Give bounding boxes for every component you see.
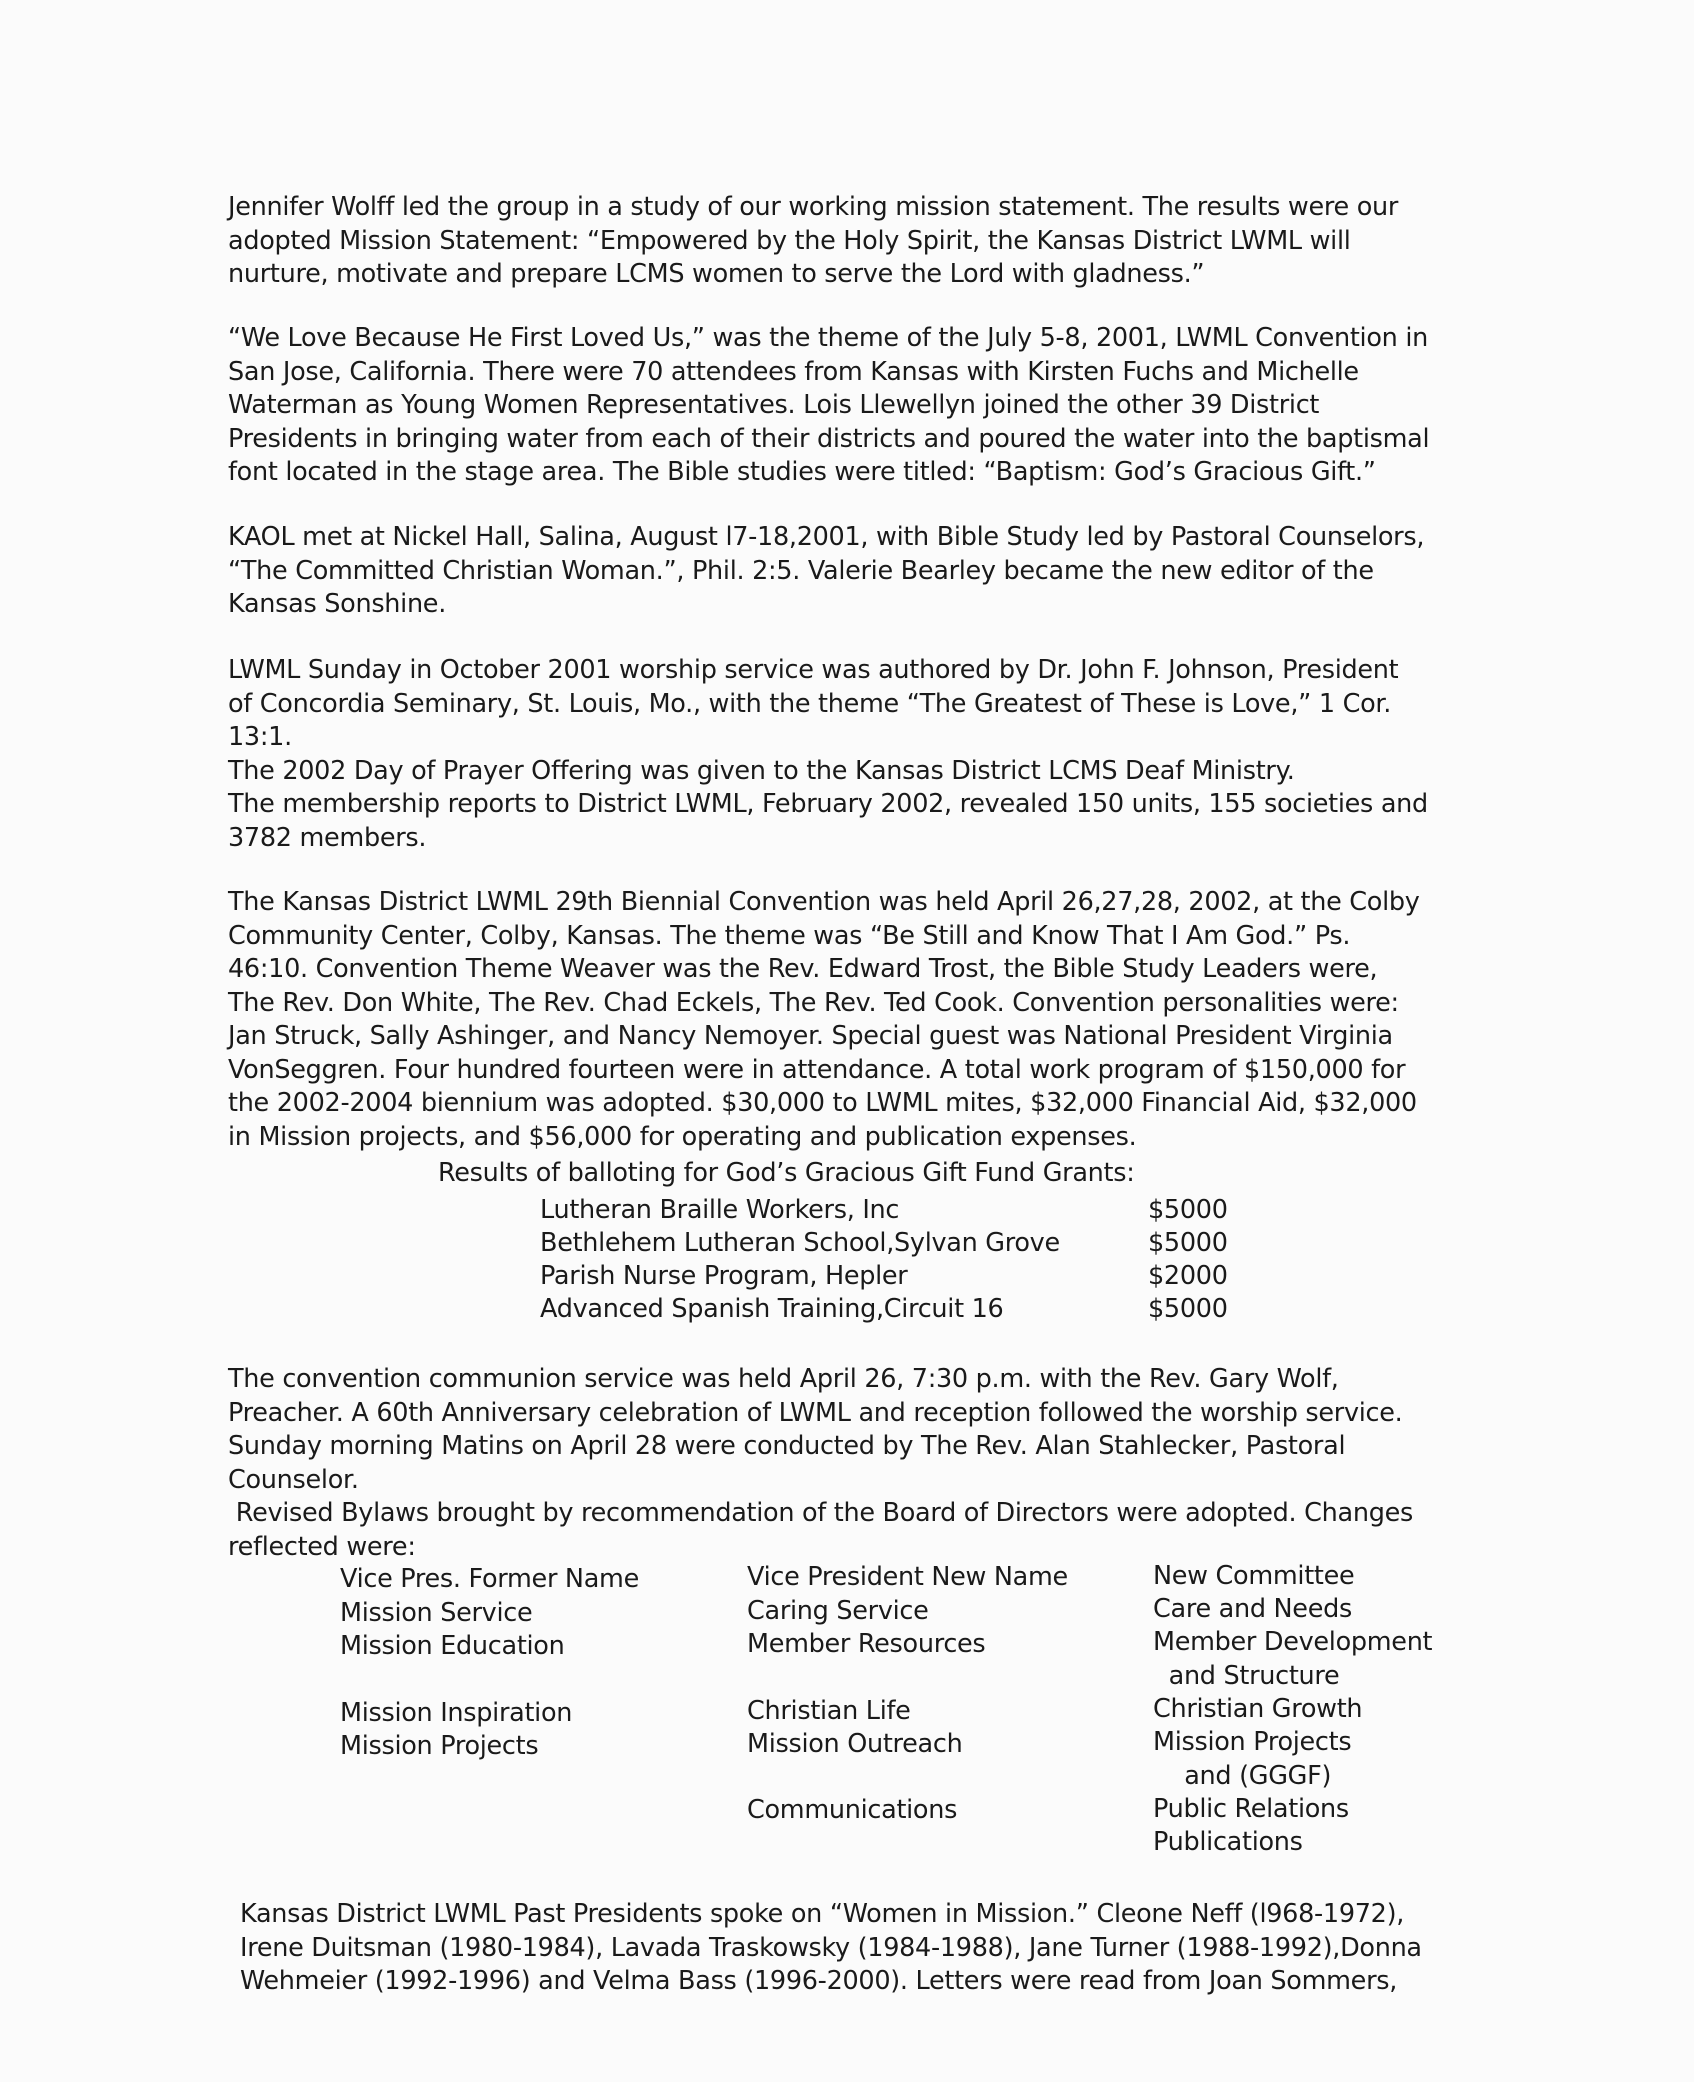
bylaws-cell: Mission Projects bbox=[340, 1731, 539, 1761]
text-line: 3782 members. bbox=[228, 822, 427, 853]
text-line: KAOL met at Nickel Hall, Salina, August l7-18,2001, with Bible Study led by Pastoral Counselors, bbox=[228, 522, 1425, 552]
text-line: of Concordia Seminary, St. Louis, Mo., with the theme “The Greatest of These is Love,” 1 Cor. bbox=[228, 688, 1392, 719]
bylaws-cell: Vice Pres. Former Name bbox=[340, 1564, 639, 1594]
grant-amount: $5000 bbox=[1148, 1294, 1228, 1324]
paragraph-lwml-sunday bbox=[228, 654, 1458, 855]
text-line: Presidents in bringing water from each of their districts and poured the water into the baptismal bbox=[228, 423, 1430, 454]
text-line: The 2002 Day of Prayer Offering was given to the Kansas District LCMS Deaf Ministry. bbox=[228, 755, 1295, 786]
bylaws-cell: and Structure bbox=[1153, 1661, 1340, 1691]
text-line: in Mission projects, and $56,000 for operating and publication expenses. bbox=[228, 1121, 1137, 1152]
text-line: Irene Duitsman (1980-1984), Lavada Traskowsky (1984-1988), Jane Turner (1988-1992),Donna bbox=[240, 1932, 1422, 1963]
bylaws-cell: Mission Inspiration bbox=[340, 1698, 573, 1728]
bylaws-cell: Publications bbox=[1153, 1827, 1303, 1857]
bylaws-cell: New Committee bbox=[1153, 1561, 1355, 1591]
text-line: The convention communion service was held April 26, 7:30 p.m. with the Rev. Gary Wolf, bbox=[228, 1364, 1339, 1394]
text-line: LWML Sunday in October 2001 worship service was authored by Dr. John F. Johnson, President bbox=[228, 655, 1399, 685]
text-line: “The Committed Christian Woman.”, Phil. 2:5. Valerie Bearley became the new editor of the bbox=[228, 555, 1374, 586]
text-line: Revised Bylaws brought by recommendation of the Board of Directors were adopted. Changes bbox=[228, 1498, 1413, 1528]
paragraph-mission-statement bbox=[228, 191, 1458, 292]
text-line: reflected were: bbox=[228, 1531, 416, 1562]
paragraph-2001-convention bbox=[228, 322, 1458, 490]
grant-amount: $5000 bbox=[1148, 1228, 1228, 1258]
text-line: Jennifer Wolff led the group in a study of our working mission statement. The results were our bbox=[228, 192, 1399, 222]
text-line: San Jose, California. There were 70 attendees from Kansas with Kirsten Fuchs and Michelle bbox=[228, 356, 1359, 387]
grants-heading: Results of balloting for God’s Gracious Gift Fund Grants: bbox=[438, 1158, 1135, 1188]
paragraph-past-presidents bbox=[240, 1898, 1470, 1999]
text-line: The Rev. Don White, The Rev. Chad Eckels, The Rev. Ted Cook. Convention personalities were: bbox=[228, 987, 1399, 1018]
bylaws-cell: Christian Growth bbox=[1153, 1694, 1363, 1724]
text-line: “We Love Because He First Loved Us,” was the theme of the July 5-8, 2001, LWML Convention in bbox=[228, 323, 1428, 353]
text-line: adopted Mission Statement: “Empowered by the Holy Spirit, the Kansas District LWML will bbox=[228, 225, 1351, 256]
text-line: The Kansas District LWML 29th Biennial Convention was held April 26,27,28, 2002, at the Colby bbox=[228, 887, 1420, 917]
text-line: Waterman as Young Women Representatives. Lois Llewellyn joined the other 39 District bbox=[228, 390, 1320, 420]
text-line: Sunday morning Matins on April 28 were conducted by The Rev. Alan Stahlecker, Pastoral bbox=[228, 1431, 1346, 1461]
text-line: Community Center, Colby, Kansas. The theme was “Be Still and Know That I Am God.” Ps. bbox=[228, 920, 1351, 951]
bylaws-cell: Care and Needs bbox=[1153, 1594, 1352, 1624]
bylaws-cell: Mission Projects bbox=[1153, 1727, 1352, 1757]
grant-name: Bethlehem Lutheran School,Sylvan Grove bbox=[540, 1228, 1060, 1258]
grant-name: Advanced Spanish Training,Circuit 16 bbox=[540, 1294, 1004, 1324]
grant-name: Lutheran Braille Workers, Inc bbox=[540, 1195, 900, 1225]
text-line: Preacher. A 60th Anniversary celebration of LWML and reception followed the worship service. bbox=[228, 1397, 1403, 1428]
grant-amount: $5000 bbox=[1148, 1195, 1228, 1225]
text-line: Kansas Sonshine. bbox=[228, 589, 447, 619]
bylaws-cell: Communications bbox=[747, 1795, 958, 1825]
text-line: Counselor. bbox=[228, 1464, 359, 1495]
text-line: Kansas District LWML Past Presidents spoke on “Women in Mission.” Cleone Neff (l968-1972), bbox=[240, 1899, 1405, 1929]
bylaws-cell: Mission Outreach bbox=[747, 1729, 963, 1759]
paragraph-29th-convention bbox=[228, 886, 1458, 1154]
text-line: Jan Struck, Sally Ashinger, and Nancy Nemoyer. Special guest was National President Virginia bbox=[228, 1021, 1393, 1051]
paragraph-kaol bbox=[228, 521, 1458, 622]
bylaws-cell: Caring Service bbox=[747, 1596, 929, 1626]
bylaws-cell: Member Resources bbox=[747, 1629, 986, 1659]
bylaws-cell: and (GGGF) bbox=[1153, 1761, 1332, 1791]
text-line: 13:1. bbox=[228, 722, 292, 752]
bylaws-cell: Public Relations bbox=[1153, 1794, 1349, 1824]
text-line: The membership reports to District LWML, February 2002, revealed 150 units, 155 societies and bbox=[228, 789, 1428, 819]
paragraph-communion-service bbox=[228, 1363, 1458, 1564]
text-line: VonSeggren. Four hundred fourteen were in attendance. A total work program of $150,000 for bbox=[228, 1054, 1406, 1085]
bylaws-cell: Vice President New Name bbox=[747, 1562, 1068, 1592]
grant-amount: $2000 bbox=[1148, 1261, 1228, 1291]
text-line: nurture, motivate and prepare LCMS women to serve the Lord with gladness.” bbox=[228, 259, 1205, 289]
bylaws-cell: Christian Life bbox=[747, 1696, 911, 1726]
text-line: the 2002-2004 biennium was adopted. $30,000 to LWML mites, $32,000 Financial Aid, $32,000 bbox=[228, 1088, 1417, 1118]
text-line: Wehmeier (1992-1996) and Velma Bass (1996-2000). Letters were read from Joan Sommers, bbox=[240, 1966, 1398, 1996]
text-line: 46:10. Convention Theme Weaver was the Rev. Edward Trost, the Bible Study Leaders were, bbox=[228, 954, 1378, 984]
text-line: font located in the stage area. The Bible studies were titled: “Baptism: God’s Gracious Gift.” bbox=[228, 457, 1376, 487]
bylaws-cell: Mission Service bbox=[340, 1598, 533, 1628]
bylaws-cell: Member Development bbox=[1153, 1627, 1433, 1657]
grant-name: Parish Nurse Program, Hepler bbox=[540, 1261, 908, 1291]
bylaws-cell: Mission Education bbox=[340, 1631, 565, 1661]
